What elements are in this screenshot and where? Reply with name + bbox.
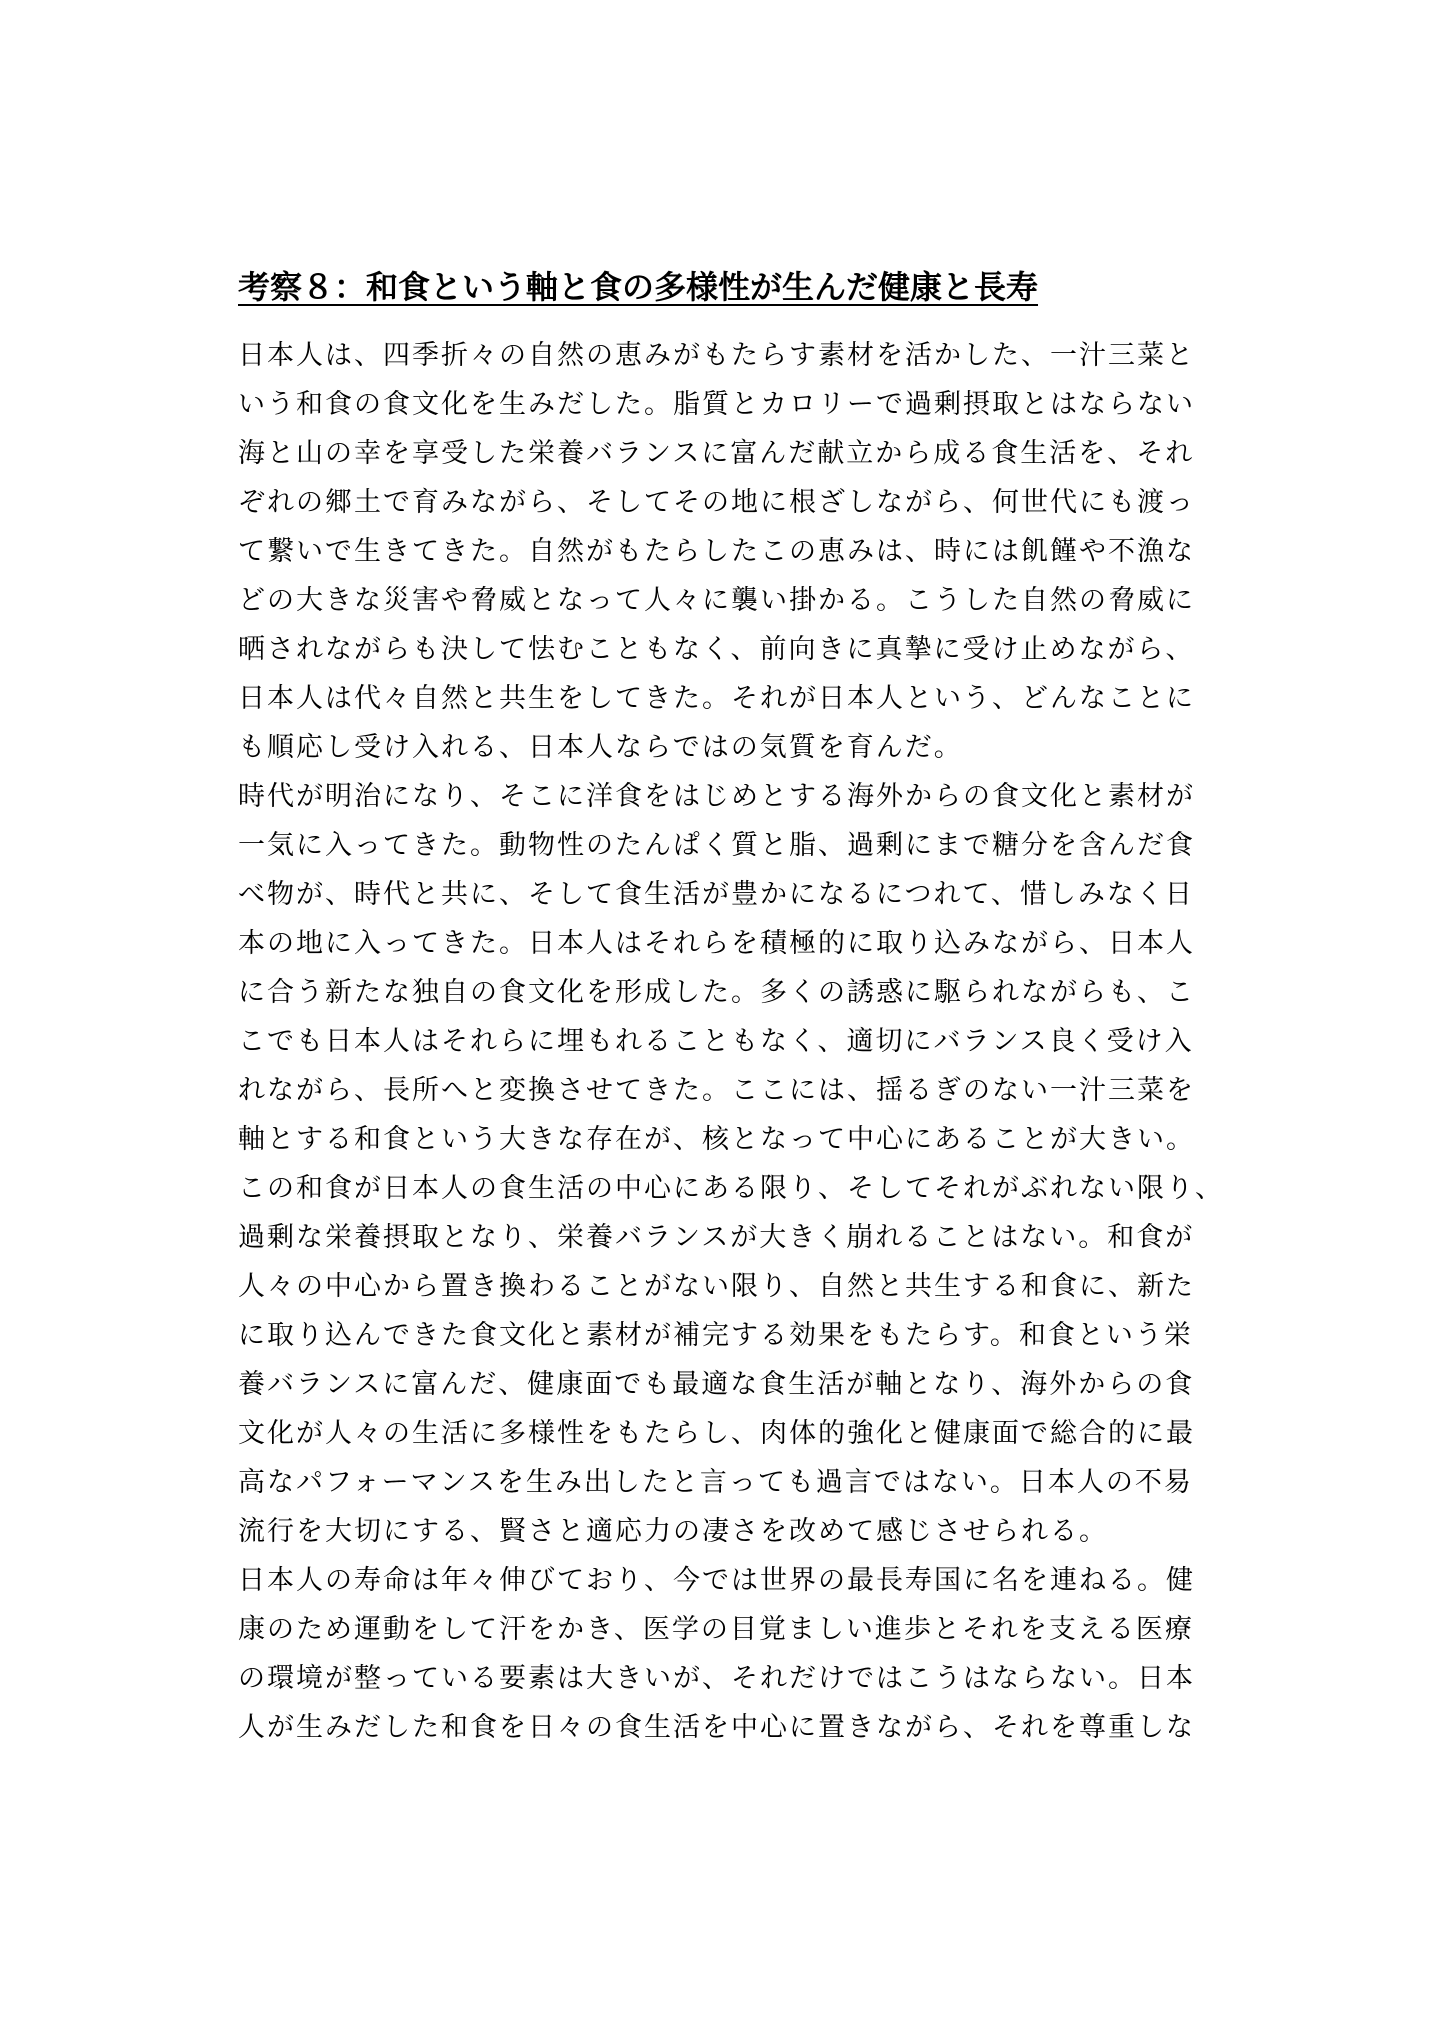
section-heading: 考察８：和食という軸と食の多様性が生んだ健康と長寿 bbox=[238, 268, 1039, 306]
text-line: 康のため運動をして汗をかき、医学の目覚ましい進歩とそれを支える医療 bbox=[238, 1614, 1194, 1645]
text-line: 時代が明治になり、そこに洋食をはじめとする海外からの食文化と素材が bbox=[238, 781, 1195, 812]
text-line: の環境が整っている要素は大きいが、それだけではこうはならない。日本 bbox=[238, 1663, 1195, 1694]
text-line: 人が生みだした和食を日々の食生活を中心に置きながら、それを尊重しな bbox=[238, 1712, 1195, 1743]
text-line: 文化が人々の生活に多様性をもたらし、肉体的強化と健康面で総合的に最 bbox=[238, 1418, 1195, 1449]
text-line: 日本人の寿命は年々伸びており、今では世界の最長寿国に名を連ねる。健 bbox=[238, 1565, 1195, 1596]
text-line: 本の地に入ってきた。日本人はそれらを積極的に取り込みながら、日本人 bbox=[238, 928, 1195, 959]
text-line: に合う新たな独自の食文化を形成した。多くの誘惑に駆られながらも、こ bbox=[238, 977, 1195, 1008]
text-line: 日本人は代々自然と共生をしてきた。それが日本人という、どんなことに bbox=[238, 683, 1195, 714]
body-text bbox=[238, 331, 1224, 1752]
text-line: こでも日本人はそれらに埋もれることもなく、適切にバランス良く受け入 bbox=[238, 1026, 1194, 1057]
text-line: も順応し受け入れる、日本人ならではの気質を育んだ。 bbox=[238, 732, 963, 763]
text-line: 晒されながらも決して怯むこともなく、前向きに真摯に受け止めながら、 bbox=[238, 634, 1195, 665]
text-line: 海と山の幸を享受した栄養バランスに富んだ献立から成る食生活を、それ bbox=[238, 438, 1195, 469]
text-line: れながら、長所へと変換させてきた。ここには、揺るぎのない一汁三菜を bbox=[238, 1075, 1195, 1106]
text-line: て繋いで生きてきた。自然がもたらしたこの恵みは、時には飢饉や不漁な bbox=[238, 536, 1195, 567]
text-line: 流行を大切にする、賢さと適応力の凄さを改めて感じさせられる。 bbox=[238, 1516, 1108, 1547]
text-line: べ物が、時代と共に、そして食生活が豊かになるにつれて、惜しみなく日 bbox=[238, 879, 1194, 910]
text-line: 人々の中心から置き換わることがない限り、自然と共生する和食に、新た bbox=[238, 1271, 1195, 1302]
text-line: いう和食の食文化を生みだした。脂質とカロリーで過剰摂取とはならない bbox=[238, 389, 1195, 420]
text-line: に取り込んできた食文化と素材が補完する効果をもたらす。和食という栄 bbox=[238, 1320, 1193, 1351]
text-line: 高なパフォーマンスを生み出したと言っても過言ではない。日本人の不易 bbox=[238, 1467, 1193, 1498]
text-line: ぞれの郷土で育みながら、そしてその地に根ざしながら、何世代にも渡っ bbox=[238, 487, 1195, 518]
text-line: 過剰な栄養摂取となり、栄養バランスが大きく崩れることはない。和食が bbox=[238, 1222, 1195, 1253]
text-line: この和食が日本人の食生活の中心にある限り、そしてそれがぶれない限り、 bbox=[238, 1173, 1224, 1204]
text-line: 一気に入ってきた。動物性のたんぱく質と脂、過剰にまで糖分を含んだ食 bbox=[238, 830, 1195, 861]
text-line: どの大きな災害や脅威となって人々に襲い掛かる。こうした自然の脅威に bbox=[238, 585, 1195, 616]
text-line: 日本人は、四季折々の自然の恵みがもたらす素材を活かした、一汁三菜と bbox=[238, 340, 1195, 371]
text-line: 養バランスに富んだ、健康面でも最適な食生活が軸となり、海外からの食 bbox=[238, 1369, 1195, 1400]
text-line: 軸とする和食という大きな存在が、核となって中心にあることが大きい。 bbox=[238, 1124, 1195, 1155]
